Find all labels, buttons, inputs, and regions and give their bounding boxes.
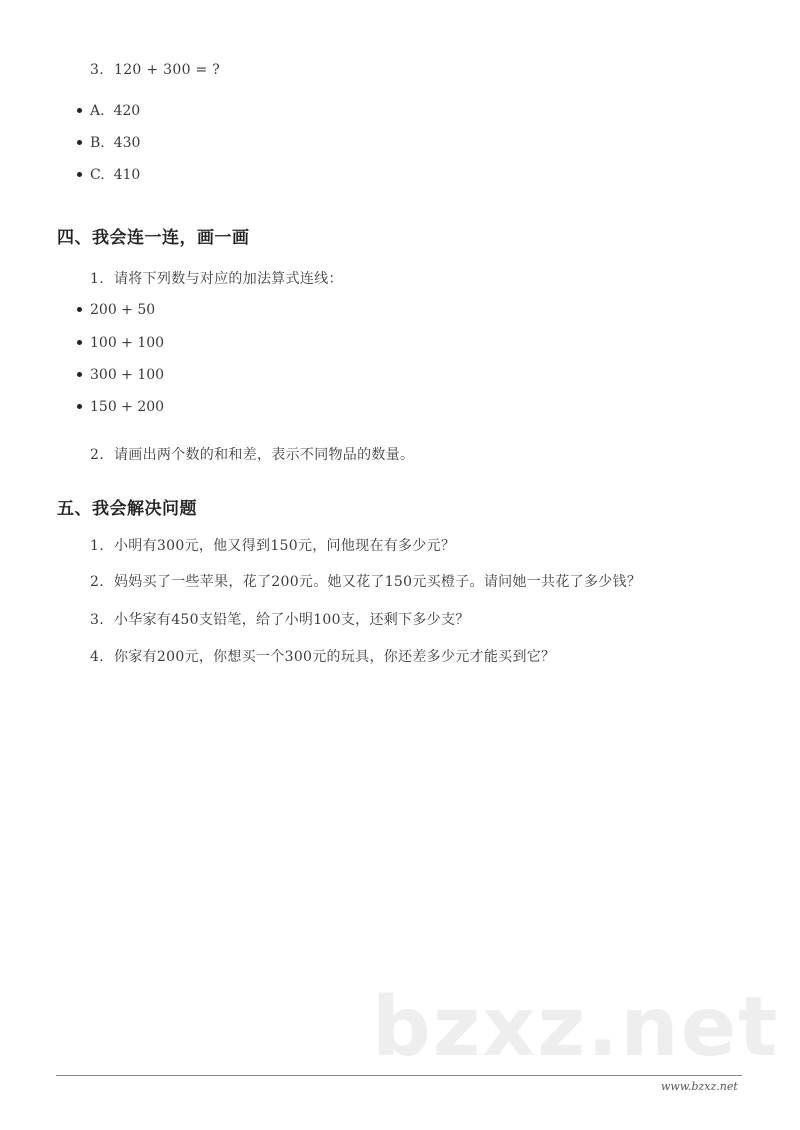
problem-item-3 <box>90 609 470 629</box>
option-c <box>77 167 140 183</box>
expression-text: 100 + 100 <box>90 335 165 351</box>
expression-text: 300 + 100 <box>90 367 165 383</box>
item-text: 你家有200元，你想买一个300元的玩具，你还差多少元才能买到它？ <box>114 649 556 665</box>
option-label: A. <box>90 103 105 119</box>
option-value: 410 <box>113 167 141 183</box>
bullet-icon <box>77 108 82 113</box>
problem-item-2 <box>90 571 641 591</box>
item-text: 妈妈买了一些苹果，花了200元。她又花了150元买橙子。请问她一共花了多少钱？ <box>114 574 642 590</box>
expression-item <box>77 399 164 415</box>
section-heading-4: 四、我会连一连，画一画 <box>57 228 250 248</box>
item-text: 请画出两个数的和和差，表示不同物品的数量。 <box>114 447 415 463</box>
expression-text: 150 + 200 <box>90 399 165 415</box>
bullet-icon <box>77 307 82 312</box>
option-b <box>77 135 140 151</box>
bullet-icon <box>77 172 82 177</box>
expression-item <box>77 367 164 383</box>
expression-item <box>77 335 164 351</box>
option-value: 430 <box>113 135 141 151</box>
question-text: 120 + 300 = ? <box>114 62 221 78</box>
section4-item-2 <box>90 444 414 464</box>
item-number: 4. <box>90 649 104 665</box>
watermark: bzxz.net <box>372 980 780 1075</box>
question-3 <box>90 62 220 78</box>
option-value: 420 <box>113 103 141 119</box>
problem-item-4 <box>90 646 555 666</box>
item-text: 请将下列数与对应的加法算式连线： <box>114 271 343 287</box>
option-a <box>77 103 140 119</box>
footer-divider <box>56 1075 742 1076</box>
bullet-icon <box>77 404 82 409</box>
item-number: 2. <box>90 447 104 463</box>
bullet-icon <box>77 140 82 145</box>
item-number: 1. <box>90 538 104 554</box>
question-number: 3. <box>90 62 104 78</box>
item-number: 2. <box>90 574 104 590</box>
expression-item <box>77 302 155 318</box>
item-text: 小华家有450支铅笔，给了小明100支，还剩下多少支？ <box>114 612 470 628</box>
item-number: 3. <box>90 612 104 628</box>
section-heading-5: 五、我会解决问题 <box>57 499 197 519</box>
option-label: B. <box>90 135 105 151</box>
expression-text: 200 + 50 <box>90 302 156 318</box>
bullet-icon <box>77 372 82 377</box>
item-text: 小明有300元，他又得到150元，问他现在有多少元？ <box>114 538 456 554</box>
item-number: 1. <box>90 271 104 287</box>
bullet-icon <box>77 340 82 345</box>
option-label: C. <box>90 167 105 183</box>
problem-item-1 <box>90 535 455 555</box>
section4-item-1 <box>90 268 343 288</box>
footer-url: www.bzxz.net <box>661 1080 738 1093</box>
